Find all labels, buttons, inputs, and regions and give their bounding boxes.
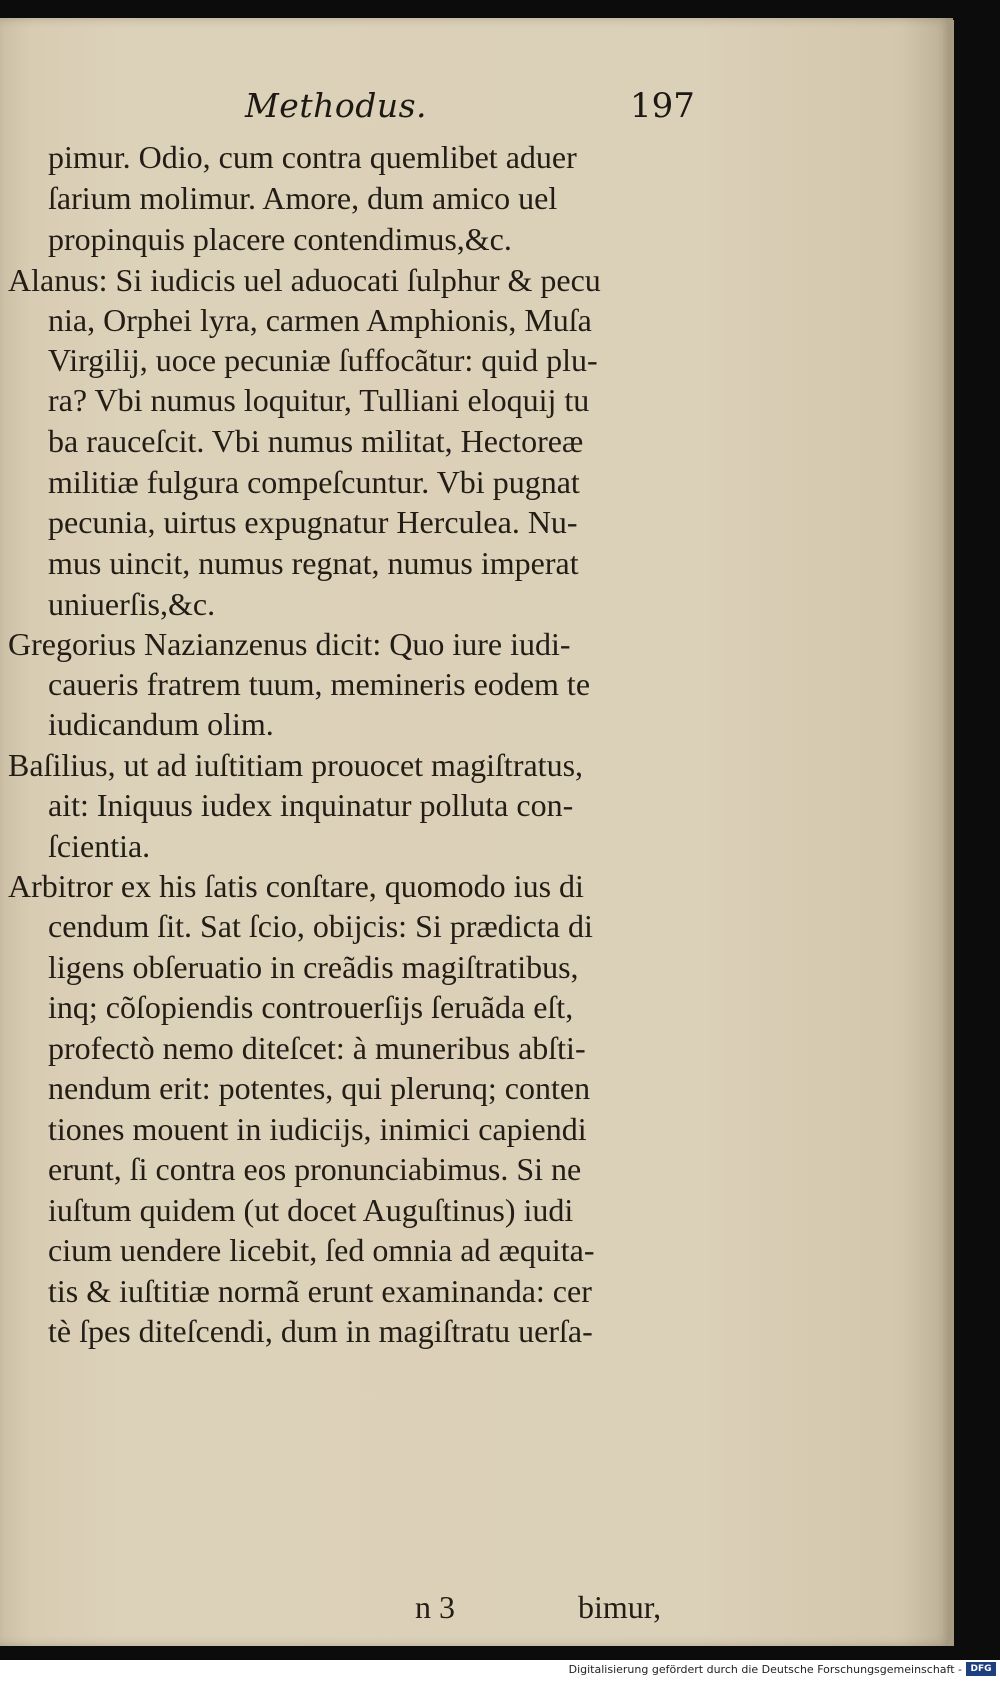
text-line: Baſilius, ut ad iuſtitiam prouocet magiſtratus, xyxy=(8,747,584,783)
text-line: tis & iuſtitiæ normã erunt examinanda: cer xyxy=(48,1273,592,1309)
text-line: iudicandum olim. xyxy=(48,706,274,742)
folio-number: 197 xyxy=(630,86,695,126)
text-line: propinquis placere contendimus,&c. xyxy=(48,221,512,257)
text-line: pimur. Odio, cum contra quemlibet aduer xyxy=(48,139,577,175)
text-line: profectò nemo diteſcet: à muneribus abſti- xyxy=(48,1030,586,1066)
text-line: nendum erit: potentes, qui plerunq; conten xyxy=(48,1070,591,1106)
text-line: ait: Iniquus iudex inquinatur polluta con- xyxy=(48,787,574,823)
footer-bar xyxy=(0,1660,1000,1681)
text-line: militiæ fulgura compeſcuntur. Vbi pugnat xyxy=(48,464,580,500)
text-line: ſarium molimur. Amore, dum amico uel xyxy=(48,180,558,216)
text-line: Virgilij, uoce pecuniæ ſuffocãtur: quid plu- xyxy=(48,342,598,378)
text-line: ba raucеſcit. Vbi numus militat, Hectoreæ xyxy=(48,423,584,459)
text-line: cium uendere licebit, ſed omnia ad æquita- xyxy=(48,1232,595,1268)
text-line: ra? Vbi numus loquitur, Tulliani eloquij tu xyxy=(48,382,590,418)
running-title: Methodus. xyxy=(245,86,428,125)
text-line: iuſtum quidem (ut docet Auguſtinus) iudi xyxy=(48,1192,574,1228)
signature-mark: n 3 xyxy=(415,1589,455,1625)
text-line: nia, Orphei lyra, carmen Amphionis, Muſa xyxy=(48,302,592,338)
text-line: mus uincit, numus regnat, numus imperat xyxy=(48,545,579,581)
text-line: cendum ſit. Sat ſcio, obijcis: Si prædicta di xyxy=(48,908,593,944)
text-line: caueris fratrem tuum, memineris eodem te xyxy=(48,666,591,702)
digitization-credit: Digitalisierung gefördert durch die Deutsche Forschungsgemeinschaft - xyxy=(568,1663,962,1676)
text-line: tiones mouent in iudicijs, inimici capiendi xyxy=(48,1111,587,1147)
text-line: Alanus: Si iudicis uel aduocati ſulphur & pecu xyxy=(8,262,601,298)
text-line: ligens obſeruatio in creãdis magiſtratibus, xyxy=(48,949,579,985)
text-line: uniuerſis,&c. xyxy=(48,586,216,622)
text-line: Gregorius Nazianzenus dicit: Quo iure iudi- xyxy=(8,626,571,662)
dfg-logo: DFG xyxy=(966,1662,996,1676)
text-line: erunt, ſi contra eos pronunciabimus. Si ne xyxy=(48,1151,582,1187)
text-line: tè ſpes diteſcendi, dum in magiſtratu uerſa- xyxy=(48,1313,593,1349)
text-line: ſcientia. xyxy=(48,828,151,864)
text-line: Arbitror ex his ſatis conſtare, quomodo ius di xyxy=(8,868,584,904)
text-line: pecunia, uirtus expugnatur Herculea. Nu- xyxy=(48,504,578,540)
catchword: bimur, xyxy=(578,1589,662,1625)
text-line: inq; cõſopiendis controuerſijs ſeruãda eſt, xyxy=(48,989,574,1025)
